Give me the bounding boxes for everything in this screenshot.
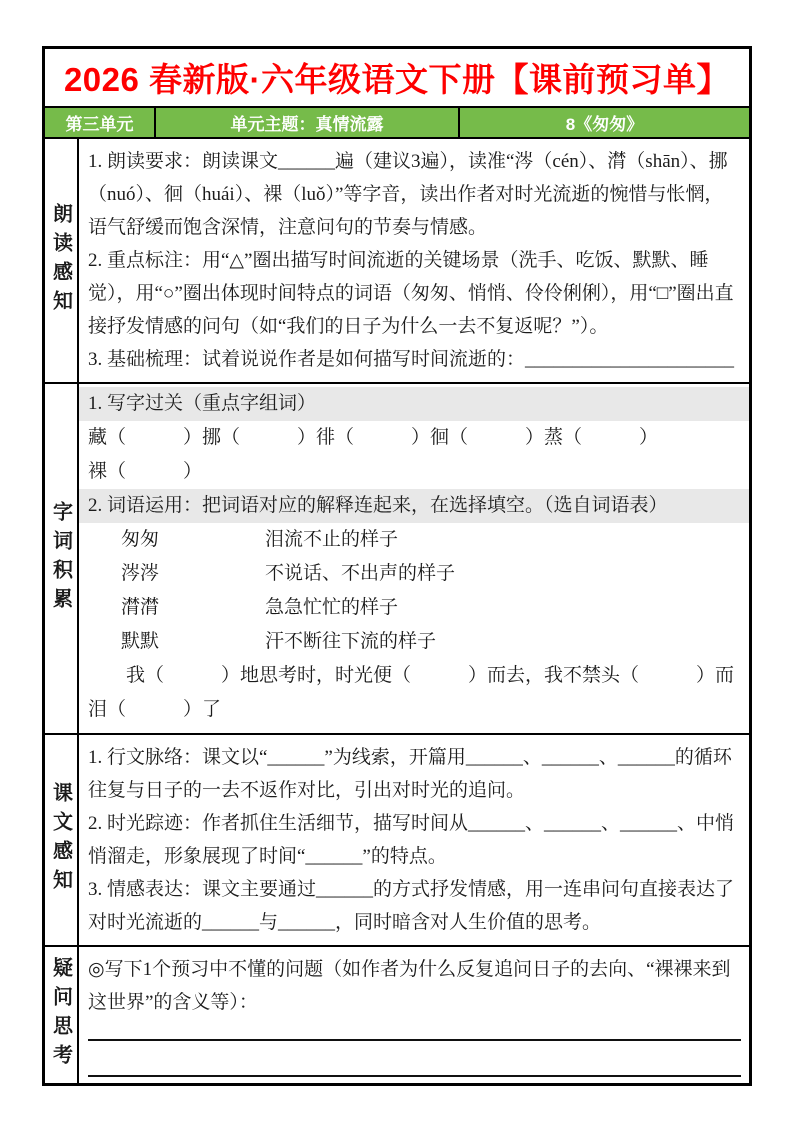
section-text-perception xyxy=(45,735,749,947)
unit-number: 第三单元 xyxy=(45,108,156,137)
match-meaning: 泪流不止的样子 xyxy=(265,529,399,550)
match-meaning: 急急忙忙的样子 xyxy=(265,597,399,618)
match-meaning: 不说话、不出声的样子 xyxy=(265,563,456,584)
section-label-questions: 疑问思考 xyxy=(45,947,79,1083)
section-reading-content xyxy=(79,139,749,382)
unit-header xyxy=(45,106,749,139)
page-title: 2026 春新版·六年级语文下册【课前预习单】 xyxy=(63,61,731,98)
match-meaning: 汗不断往下流的样子 xyxy=(265,631,437,652)
match-pair-row xyxy=(121,557,741,591)
match-word: 涔涔 xyxy=(121,563,160,584)
section-text-content xyxy=(79,735,749,945)
match-pair-row xyxy=(121,591,741,625)
reading-task-1: 1. 朗读要求：朗读课文______遍（建议3遍），读准“涔（cén）、潸（shān）、挪（nuó）、徊（huái）、裸（luǒ）”等字音，读出作者对时光流逝的惋惜与怅惘，语气舒缓而饱含深情，注意问句的节奏与情感。 xyxy=(88,151,728,238)
unit-theme: 单元主题：真情流露 xyxy=(156,108,460,137)
reading-task-3: 3. 基础梳理：试着说说作者是如何描写时间流逝的：______________________ xyxy=(88,349,735,370)
question-prompt: ◎写下1个预习中不懂的问题（如作者为什么反复追问日子的去向、“裸裸来到这世界”的含义等）： xyxy=(88,959,731,1013)
match-pair-row xyxy=(121,625,741,659)
text-task-3: 3. 情感表达：课文主要通过______的方式抒发情感，用一连串问句直接表达了对时光流逝的______与______，同时暗含对人生价值的思考。 xyxy=(88,879,735,933)
answer-rule-line-2 xyxy=(88,1041,741,1077)
section-label-reading: 朗读感知 xyxy=(45,139,79,382)
match-word: 默默 xyxy=(121,631,160,652)
vocab-fill-sentence: 我（ ）地思考时，时光便（ ）而去，我不禁头（ ）而泪（ ）了 xyxy=(88,665,735,720)
answer-rule-line-1 xyxy=(88,1019,741,1041)
text-task-2: 2. 时光踪迹：作者抓住生活细节，描写时间从______、______、______、中悄悄溜走，形象展现了时间“______”的特点。 xyxy=(88,813,735,867)
vocab-task-2-heading: 2. 词语运用：把词语对应的解释连起来，在选择填空。（选自词语表） xyxy=(79,489,749,523)
section-questions-content xyxy=(79,947,749,1083)
reading-task-2: 2. 重点标注：用“△”圈出描写时间流逝的关键场景（洗手、吃饭、默默、睡觉），用“○”圈出体现时间特点的词语（匆匆、悄悄、伶伶俐俐），用“□”圈出直接抒发情感的问句（如“我们的日子为什么一去不复返呢？”）。 xyxy=(88,250,734,337)
worksheet xyxy=(42,46,752,1086)
section-reading-perception xyxy=(45,139,749,384)
text-task-1: 1. 行文脉络：课文以“______”为线索，开篇用______、______、______的循环往复与日子的一去不返作对比，引出对时光的追问。 xyxy=(88,747,732,801)
section-vocabulary xyxy=(45,384,749,735)
match-word: 匆匆 xyxy=(121,529,160,550)
vocab-character-line-1: 藏（ ）挪（ ）徘（ ）徊（ ）蒸（ ） xyxy=(88,427,659,448)
vocab-task-1-heading: 1. 写字过关（重点字组词） xyxy=(79,387,749,421)
section-questions xyxy=(45,947,749,1083)
match-word: 潸潸 xyxy=(121,597,160,618)
lesson-title: 8《匆匆》 xyxy=(565,115,644,134)
vocab-character-line-2: 裸（ ） xyxy=(88,461,203,482)
match-pair-row xyxy=(121,523,741,557)
section-label-text: 课文感知 xyxy=(45,735,79,945)
section-vocabulary-content xyxy=(79,384,749,733)
section-label-vocabulary: 字词积累 xyxy=(45,384,79,733)
